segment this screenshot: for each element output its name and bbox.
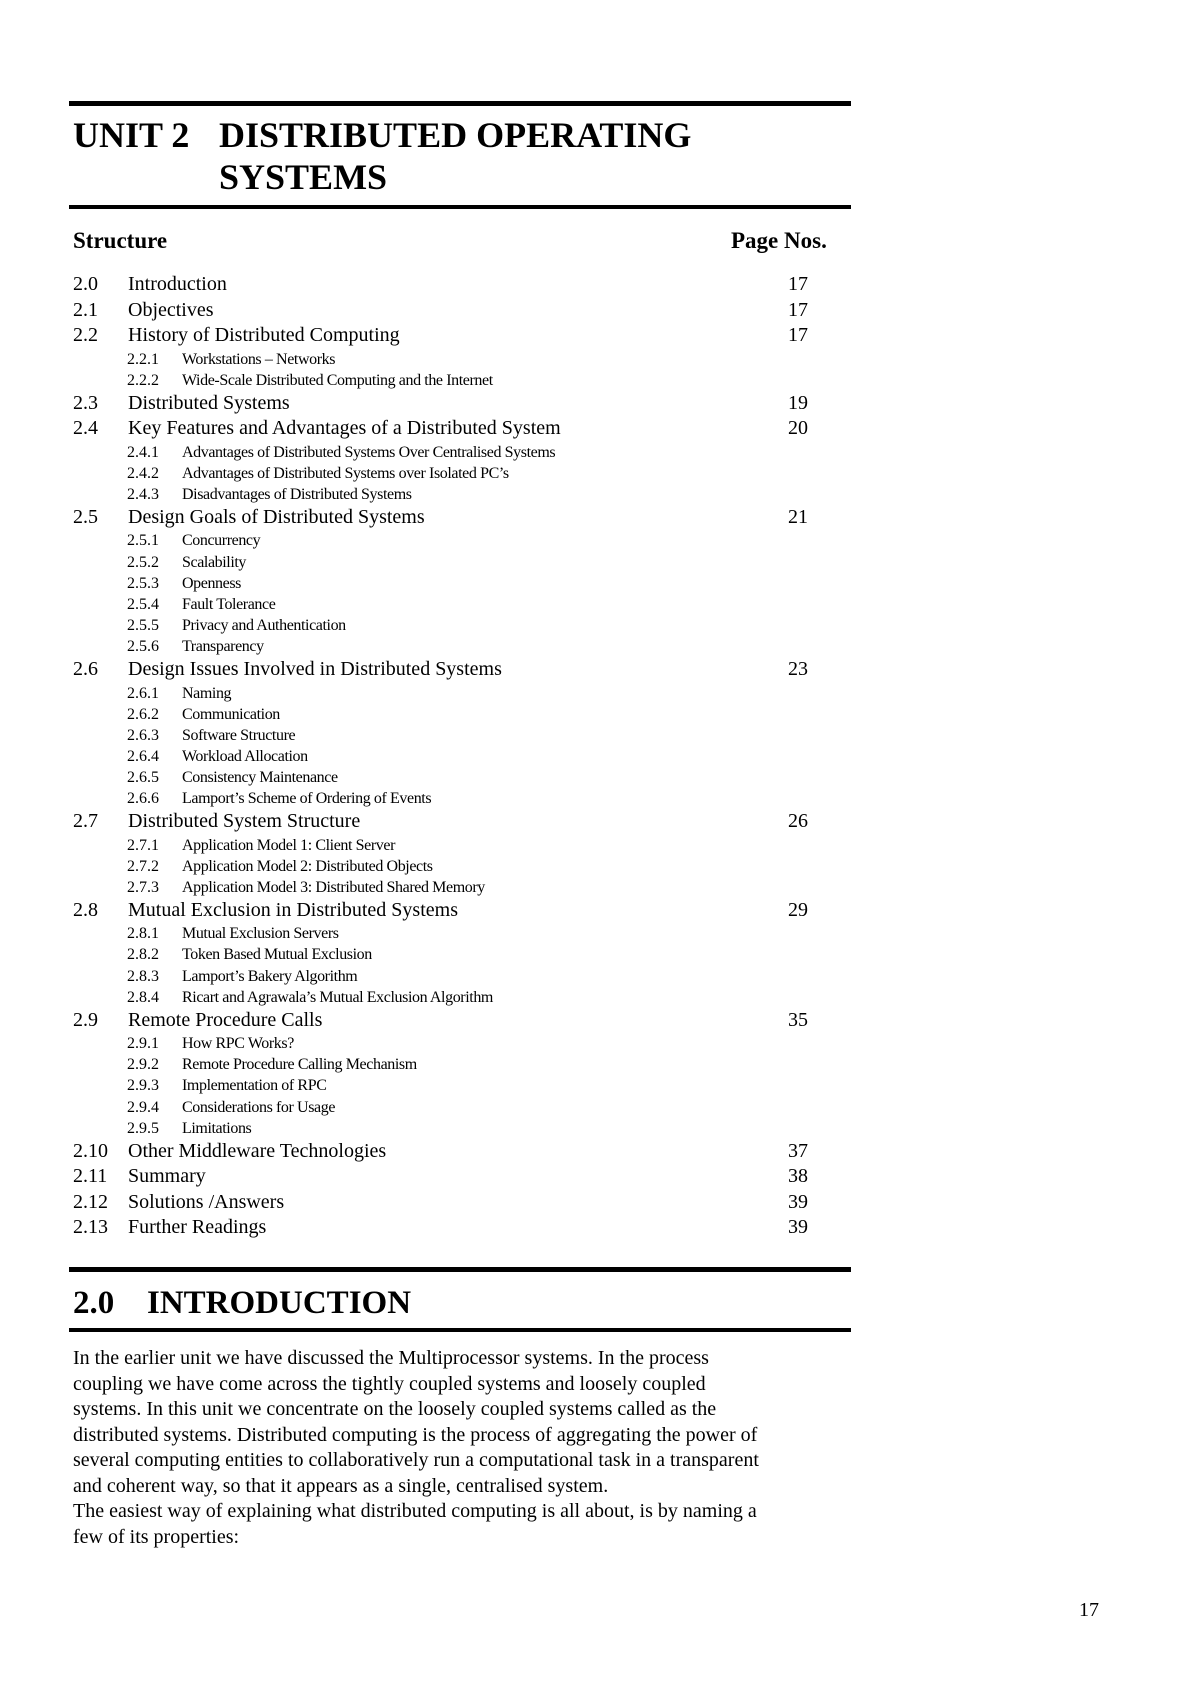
- toc-entry-number: 2.4.3: [127, 485, 159, 503]
- toc-subentry: [73, 835, 813, 856]
- page-nos-heading: Page Nos.: [731, 228, 827, 253]
- toc-entry-page: 21: [788, 505, 808, 528]
- toc-entry-page: 19: [788, 391, 808, 414]
- toc-entry-page: 37: [788, 1139, 808, 1162]
- toc-entry-number: 2.4: [73, 417, 98, 440]
- toc-entry-title: Considerations for Usage: [182, 1098, 336, 1116]
- toc-entry-number: 2.7.1: [127, 836, 159, 854]
- toc-entry-title: Scalability: [182, 553, 247, 571]
- paragraph-line: and coherent way, so that it appears as a single, centralised system.: [73, 1474, 609, 1497]
- toc-entry-title: Mutual Exclusion in Distributed Systems: [128, 898, 458, 921]
- toc-entry-number: 2.8: [73, 898, 98, 921]
- toc-entry: [73, 1164, 813, 1190]
- toc-entry-page: 39: [788, 1190, 808, 1213]
- paragraph-line: In the earlier unit we have discussed the Multiprocessor systems. In the process: [73, 1347, 709, 1369]
- toc-subentry: [73, 573, 813, 594]
- toc-entry-number: 2.5.6: [127, 637, 159, 655]
- toc-subentry: [73, 615, 813, 636]
- toc-entry-title: Advantages of Distributed Systems over Isolated PC’s: [182, 464, 509, 482]
- page-number: 17: [1079, 1599, 1099, 1621]
- toc-entry-number: 2.1: [73, 298, 98, 321]
- toc-entry-number: 2.12: [73, 1190, 108, 1213]
- toc-entry-title: Remote Procedure Calls: [128, 1008, 323, 1031]
- toc-entry-number: 2.5.4: [127, 595, 159, 613]
- toc-entry-title: Application Model 1: Client Server: [182, 836, 396, 854]
- paragraph-line: The easiest way of explaining what distributed computing is all about, is by naming a: [73, 1500, 757, 1522]
- toc-entry-number: 2.7.2: [127, 857, 159, 875]
- toc-entry-number: 2.9.4: [127, 1098, 159, 1116]
- toc-entry: [73, 298, 813, 324]
- toc-entry-title: Introduction: [128, 273, 227, 295]
- toc-entry: [73, 391, 813, 417]
- toc-entry-title: Design Issues Involved in Distributed Systems: [128, 658, 502, 681]
- toc-entry-number: 2.7: [73, 810, 98, 833]
- toc-entry-number: 2.6.3: [127, 726, 159, 744]
- toc-subentry: [73, 349, 813, 370]
- section-bottom-rule: [69, 1328, 851, 1332]
- toc-entry-page: 29: [788, 898, 808, 921]
- paragraph-line: distributed systems. Distributed computing is the process of aggregating the power of: [73, 1423, 758, 1446]
- toc-entry-title: Concurrency: [182, 532, 261, 550]
- toc-entry-number: 2.6.5: [127, 768, 159, 786]
- toc-entry-number: 2.9.1: [127, 1035, 159, 1053]
- toc-entry-title: Fault Tolerance: [182, 595, 276, 613]
- toc-entry: [73, 272, 813, 298]
- toc-entry-number: 2.5: [73, 505, 98, 528]
- toc-entry-number: 2.8.1: [127, 925, 159, 943]
- toc-subentry: [73, 856, 813, 877]
- toc-subentry: [73, 746, 813, 767]
- toc-entry-title: Remote Procedure Calling Mechanism: [182, 1056, 417, 1074]
- toc-entry-title: Lamport’s Bakery Algorithm: [182, 967, 358, 985]
- toc-entry-number: 2.9.3: [127, 1077, 159, 1095]
- toc-entry-number: 2.13: [73, 1216, 108, 1239]
- toc-subentry: [73, 944, 813, 965]
- toc-entry-page: 20: [788, 417, 808, 440]
- toc-entry-number: 2.7.3: [127, 878, 159, 896]
- toc-entry: [73, 657, 813, 683]
- toc-entry-title: Further Readings: [128, 1216, 267, 1239]
- toc-entry: [73, 416, 813, 442]
- toc-entry-title: How RPC Works?: [182, 1035, 294, 1053]
- toc-subentry: [73, 530, 813, 551]
- toc-entry-title: Disadvantages of Distributed Systems: [182, 485, 412, 503]
- structure-heading: Structure: [73, 228, 168, 253]
- toc-entry-title: Naming: [182, 684, 232, 702]
- toc-entry-number: 2.0: [73, 273, 98, 295]
- toc-entry-number: 2.10: [73, 1139, 108, 1162]
- toc-entry-number: 2.8.4: [127, 988, 159, 1006]
- toc-subentry: [73, 1118, 813, 1139]
- section-number: 2.0: [73, 1285, 115, 1321]
- toc-subentry: [73, 594, 813, 615]
- toc-entry-page: 26: [788, 810, 808, 833]
- toc-entry: [73, 505, 813, 531]
- toc-entry-number: 2.4.2: [127, 464, 159, 482]
- toc-subentry: [73, 877, 813, 898]
- toc-entry: [73, 323, 813, 349]
- toc-entry-title: Token Based Mutual Exclusion: [182, 946, 372, 964]
- toc-subentry: [73, 1097, 813, 1118]
- toc-entry-title: Privacy and Authentication: [182, 616, 346, 634]
- toc-entry-page: 35: [788, 1008, 808, 1031]
- toc-entry: [73, 1139, 813, 1165]
- toc-entry-title: Key Features and Advantages of a Distributed System: [128, 417, 561, 440]
- toc-entry-number: 2.9.5: [127, 1119, 159, 1137]
- toc-subentry: [73, 484, 813, 505]
- toc-entry-number: 2.5.3: [127, 574, 159, 592]
- toc-entry-number: 2.6.1: [127, 684, 159, 702]
- toc-entry-title: Application Model 3: Distributed Shared Memory: [182, 878, 485, 896]
- toc-subentry: [73, 1033, 813, 1054]
- section-title: INTRODUCTION: [147, 1285, 412, 1321]
- toc-entry-title: Software Structure: [182, 726, 296, 744]
- toc-entry-page: 17: [788, 298, 808, 321]
- toc-entry-title: History of Distributed Computing: [128, 324, 400, 346]
- toc-subentry: [73, 923, 813, 944]
- toc-entry-title: Solutions /Answers: [128, 1190, 285, 1213]
- toc-entry-number: 2.2: [73, 324, 98, 346]
- toc-subentry: [73, 1054, 813, 1075]
- unit-number: UNIT 2: [73, 115, 190, 155]
- toc-entry-page: 38: [788, 1165, 808, 1188]
- toc-entry-title: Summary: [128, 1165, 206, 1188]
- paragraph-line: coupling we have come across the tightly coupled systems and loosely coupled: [73, 1372, 706, 1395]
- toc-entry-number: 2.2.1: [127, 350, 159, 368]
- title-bottom-rule: [69, 205, 851, 209]
- toc-entry-title: Workstations – Networks: [182, 350, 336, 368]
- toc-entry-number: 2.5.1: [127, 532, 159, 550]
- toc-entry-title: Application Model 2: Distributed Objects: [182, 857, 433, 875]
- toc-entry-number: 2.9: [73, 1008, 98, 1031]
- paragraph-line: systems. In this unit we concentrate on the loosely coupled systems called as the: [73, 1398, 717, 1420]
- toc-entry: [73, 809, 813, 835]
- toc-entry-number: 2.8.2: [127, 946, 159, 964]
- toc-subentry: [73, 442, 813, 463]
- toc-entry-number: 2.6.6: [127, 790, 159, 807]
- toc-entry-title: Ricart and Agrawala’s Mutual Exclusion Algorithm: [182, 988, 493, 1006]
- toc-entry-title: Openness: [182, 574, 242, 592]
- toc-entry-title: Distributed System Structure: [128, 810, 361, 833]
- toc-subentry: [73, 966, 813, 987]
- unit-title-line-2: SYSTEMS: [219, 157, 388, 197]
- toc-entry-title: Consistency Maintenance: [182, 768, 338, 786]
- top-rule: [69, 101, 851, 106]
- toc-entry-title: Advantages of Distributed Systems Over Centralised Systems: [182, 443, 556, 461]
- toc-entry-number: 2.6.2: [127, 705, 159, 723]
- toc-entry: [73, 898, 813, 924]
- toc-entry: [73, 1008, 813, 1034]
- paragraph-line: several computing entities to collaboratively run a computational task in a transparent: [73, 1449, 759, 1471]
- toc-entry-title: Objectives: [128, 298, 214, 321]
- toc-subentry: [73, 552, 813, 573]
- toc-subentry: [73, 767, 813, 788]
- toc-entry-number: 2.6: [73, 658, 98, 681]
- table-of-contents: [73, 272, 813, 1241]
- toc-entry-number: 2.9.2: [127, 1056, 159, 1074]
- toc-entry-title: Communication: [182, 705, 280, 723]
- toc-entry-number: 2.3: [73, 391, 98, 414]
- toc-entry-title: Limitations: [182, 1119, 252, 1137]
- toc-entry-title: Other Middleware Technologies: [128, 1139, 387, 1162]
- toc-entry-title: Implementation of RPC: [182, 1077, 327, 1095]
- toc-subentry: [73, 636, 813, 657]
- toc-subentry: [73, 463, 813, 484]
- toc-entry-page: 17: [788, 273, 808, 295]
- intro-paragraph: [73, 1346, 853, 1550]
- toc-subentry: [73, 788, 813, 809]
- toc-entry: [73, 1190, 813, 1216]
- toc-entry-number: 2.11: [73, 1165, 108, 1188]
- toc-entry-number: 2.4.1: [127, 443, 159, 461]
- toc-subentry: [73, 1075, 813, 1096]
- toc-entry-number: 2.8.3: [127, 967, 159, 985]
- toc-entry-number: 2.2.2: [127, 371, 159, 389]
- toc-entry-title: Mutual Exclusion Servers: [182, 925, 339, 943]
- paragraph-line: few of its properties:: [73, 1525, 240, 1548]
- toc-entry-page: 17: [788, 324, 808, 346]
- toc-entry: [73, 1215, 813, 1241]
- toc-entry-title: Transparency: [182, 637, 264, 655]
- toc-subentry: [73, 683, 813, 704]
- toc-entry-title: Workload Allocation: [182, 747, 308, 765]
- toc-entry-page: 23: [788, 658, 808, 681]
- toc-entry-title: Design Goals of Distributed Systems: [128, 505, 425, 528]
- toc-entry-page: 39: [788, 1216, 808, 1239]
- toc-entry-number: 2.5.2: [127, 553, 159, 571]
- toc-entry-number: 2.6.4: [127, 747, 159, 765]
- toc-entry-title: Lamport’s Scheme of Ordering of Events: [182, 790, 432, 807]
- toc-subentry: [73, 704, 813, 725]
- toc-subentry: [73, 370, 813, 391]
- unit-title-line-1: DISTRIBUTED OPERATING: [219, 115, 692, 155]
- section-top-rule: [69, 1267, 851, 1272]
- toc-entry-title: Wide-Scale Distributed Computing and the Internet: [182, 371, 493, 389]
- toc-entry-number: 2.5.5: [127, 616, 159, 634]
- toc-subentry: [73, 987, 813, 1008]
- toc-subentry: [73, 725, 813, 746]
- toc-entry-title: Distributed Systems: [128, 391, 290, 414]
